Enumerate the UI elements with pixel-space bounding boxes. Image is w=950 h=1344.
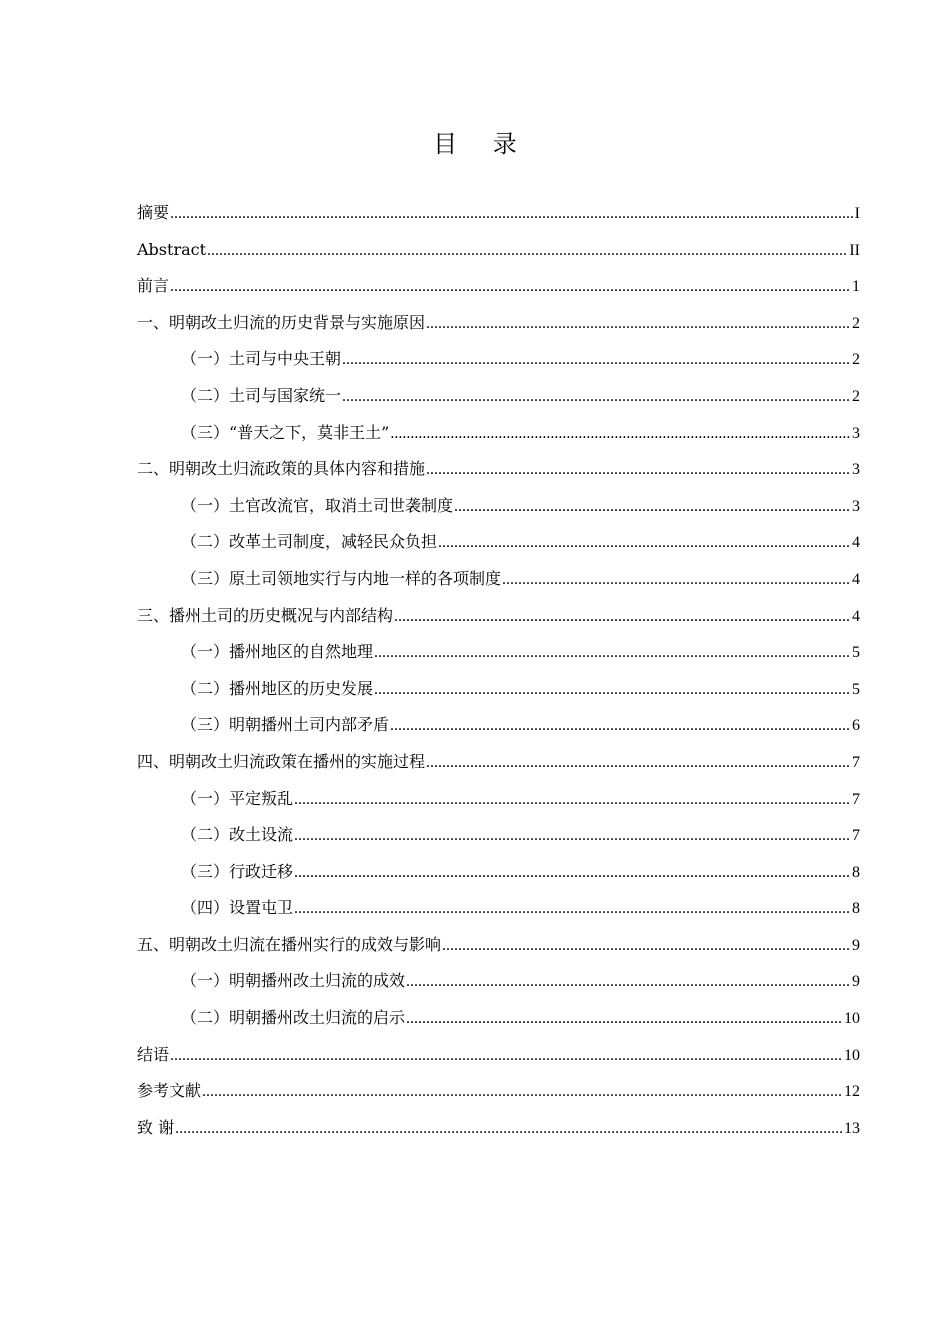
toc-entry-page-number: II <box>849 241 860 259</box>
toc-entry[interactable] <box>137 854 860 891</box>
toc-entry-label: Abstract <box>137 239 207 259</box>
toc-entry-page-number: 2 <box>852 351 860 369</box>
toc-entry-page-number: 7 <box>852 827 860 845</box>
toc-entry[interactable] <box>137 598 860 635</box>
toc-entry[interactable] <box>137 524 860 561</box>
toc-dot-leader <box>454 489 851 526</box>
toc-entry-label: （二）改革土司制度，减轻民众负担 <box>181 532 438 552</box>
toc-entry-page-number: 7 <box>852 790 860 808</box>
toc-entry-label: 四、明朝改土归流政策在播州的实施过程 <box>137 751 426 771</box>
toc-dot-leader <box>390 416 851 453</box>
toc-dot-leader <box>294 782 851 819</box>
toc-entry-page-number: 4 <box>852 570 860 588</box>
toc-dot-leader <box>406 1001 843 1038</box>
toc-entry-page-number: 3 <box>852 497 860 515</box>
toc-entry-label: （一）明朝播州改土归流的成效 <box>181 971 406 991</box>
toc-entry-label: 摘要 <box>137 203 170 222</box>
toc-entry-label: （二）土司与国家统一 <box>181 385 342 405</box>
toc-entry-page-number: 3 <box>852 461 860 479</box>
toc-entry-label: （三）行政迁移 <box>181 861 294 881</box>
toc-entry-label: 五、明朝改土归流在播州实行的成效与影响 <box>137 934 442 954</box>
toc-entry[interactable] <box>137 451 860 488</box>
toc-dot-leader <box>426 452 851 489</box>
toc-dot-leader <box>438 525 851 562</box>
toc-entry[interactable] <box>137 890 860 927</box>
toc-entry-label: （三）原土司领地实行与内地一样的各项制度 <box>181 568 502 588</box>
toc-entry-label: 结语 <box>137 1044 170 1064</box>
toc-dot-leader <box>374 672 851 709</box>
toc-entry[interactable] <box>137 1073 860 1110</box>
toc-entry[interactable] <box>137 561 860 598</box>
toc-entry[interactable] <box>137 927 860 964</box>
toc-entry-page-number: 9 <box>852 973 860 991</box>
toc-dot-leader <box>426 306 851 343</box>
toc-entry[interactable] <box>137 415 860 452</box>
toc-entry[interactable] <box>137 195 860 232</box>
toc-entry-label: 参考文献 <box>137 1081 202 1101</box>
toc-entry-page-number: 10 <box>844 1010 860 1028</box>
toc-entry-page-number: 4 <box>852 534 860 552</box>
toc-dot-leader <box>442 928 851 965</box>
toc-dot-leader <box>426 745 851 782</box>
toc-entry-page-number: 6 <box>852 717 860 735</box>
toc-entry-page-number: 4 <box>852 607 860 625</box>
toc-dot-leader <box>294 855 851 892</box>
toc-title: 目 录 <box>433 130 531 158</box>
toc-entry[interactable] <box>137 488 860 525</box>
toc-entry-label: （三）“普天之下，莫非王土” <box>181 422 390 442</box>
toc-entry-label: 前言 <box>137 276 170 296</box>
toc-entry-page-number: 1 <box>852 278 860 296</box>
toc-entry-label: （二）改土设流 <box>181 825 294 845</box>
toc-entry-page-number: 7 <box>852 753 860 771</box>
toc-entry-page-number: 10 <box>844 1046 860 1064</box>
toc-entry-label: 一、明朝改土归流的历史背景与实施原因 <box>137 312 426 332</box>
toc-dot-leader <box>502 562 851 599</box>
toc-dot-leader <box>170 196 854 233</box>
toc-entry-label: （三）明朝播州土司内部矛盾 <box>181 715 390 735</box>
toc-entry-page-number: 5 <box>852 644 860 662</box>
toc-entry-page-number: 3 <box>852 424 860 442</box>
toc-entry-page-number: I <box>854 205 860 222</box>
toc-list <box>137 195 860 1146</box>
toc-dot-leader <box>294 891 851 928</box>
toc-entry-page-number: 9 <box>852 936 860 954</box>
toc-dot-leader <box>342 342 851 379</box>
toc-entry[interactable] <box>137 707 860 744</box>
toc-dot-leader <box>170 269 851 306</box>
toc-entry-label: （一）土司与中央王朝 <box>181 349 342 369</box>
toc-entry-label: （一）平定叛乱 <box>181 788 294 808</box>
toc-entry-page-number: 2 <box>852 314 860 332</box>
toc-entry[interactable] <box>137 1000 860 1037</box>
toc-entry[interactable] <box>137 305 860 342</box>
toc-entry[interactable] <box>137 1037 860 1074</box>
toc-entry-label: （二）播州地区的历史发展 <box>181 678 374 698</box>
toc-entry-page-number: 5 <box>852 680 860 698</box>
toc-entry[interactable] <box>137 1110 860 1147</box>
toc-dot-leader <box>294 818 851 855</box>
toc-entry[interactable] <box>137 963 860 1000</box>
toc-dot-leader <box>175 1111 843 1148</box>
toc-entry-page-number: 2 <box>852 387 860 405</box>
toc-entry-page-number: 13 <box>844 1119 860 1137</box>
toc-entry[interactable] <box>137 232 860 269</box>
toc-dot-leader <box>170 1038 843 1075</box>
toc-entry[interactable] <box>137 817 860 854</box>
toc-entry-page-number: 12 <box>844 1083 860 1101</box>
toc-entry[interactable] <box>137 744 860 781</box>
toc-entry[interactable] <box>137 378 860 415</box>
toc-entry-label: （四）设置屯卫 <box>181 898 294 918</box>
toc-entry[interactable] <box>137 781 860 818</box>
toc-entry-page-number: 8 <box>852 900 860 918</box>
toc-entry-label: 致 谢 <box>137 1117 175 1137</box>
toc-dot-leader <box>207 233 848 270</box>
toc-entry-label: 三、播州土司的历史概况与内部结构 <box>137 605 394 625</box>
toc-dot-leader <box>406 964 851 1001</box>
toc-dot-leader <box>394 599 851 636</box>
toc-dot-leader <box>342 379 851 416</box>
toc-entry[interactable] <box>137 671 860 708</box>
toc-entry-label: （二）明朝播州改土归流的启示 <box>181 1008 406 1028</box>
toc-entry[interactable] <box>137 634 860 671</box>
toc-entry-page-number: 8 <box>852 863 860 881</box>
toc-dot-leader <box>390 708 851 745</box>
toc-entry-label: （一）土官改流官，取消土司世袭制度 <box>181 495 454 515</box>
toc-dot-leader <box>202 1074 843 1111</box>
toc-entry-label: （一）播州地区的自然地理 <box>181 642 374 662</box>
toc-entry[interactable] <box>137 268 860 305</box>
toc-entry[interactable] <box>137 341 860 378</box>
toc-dot-leader <box>374 635 851 672</box>
toc-entry-label: 二、明朝改土归流政策的具体内容和措施 <box>137 459 426 479</box>
